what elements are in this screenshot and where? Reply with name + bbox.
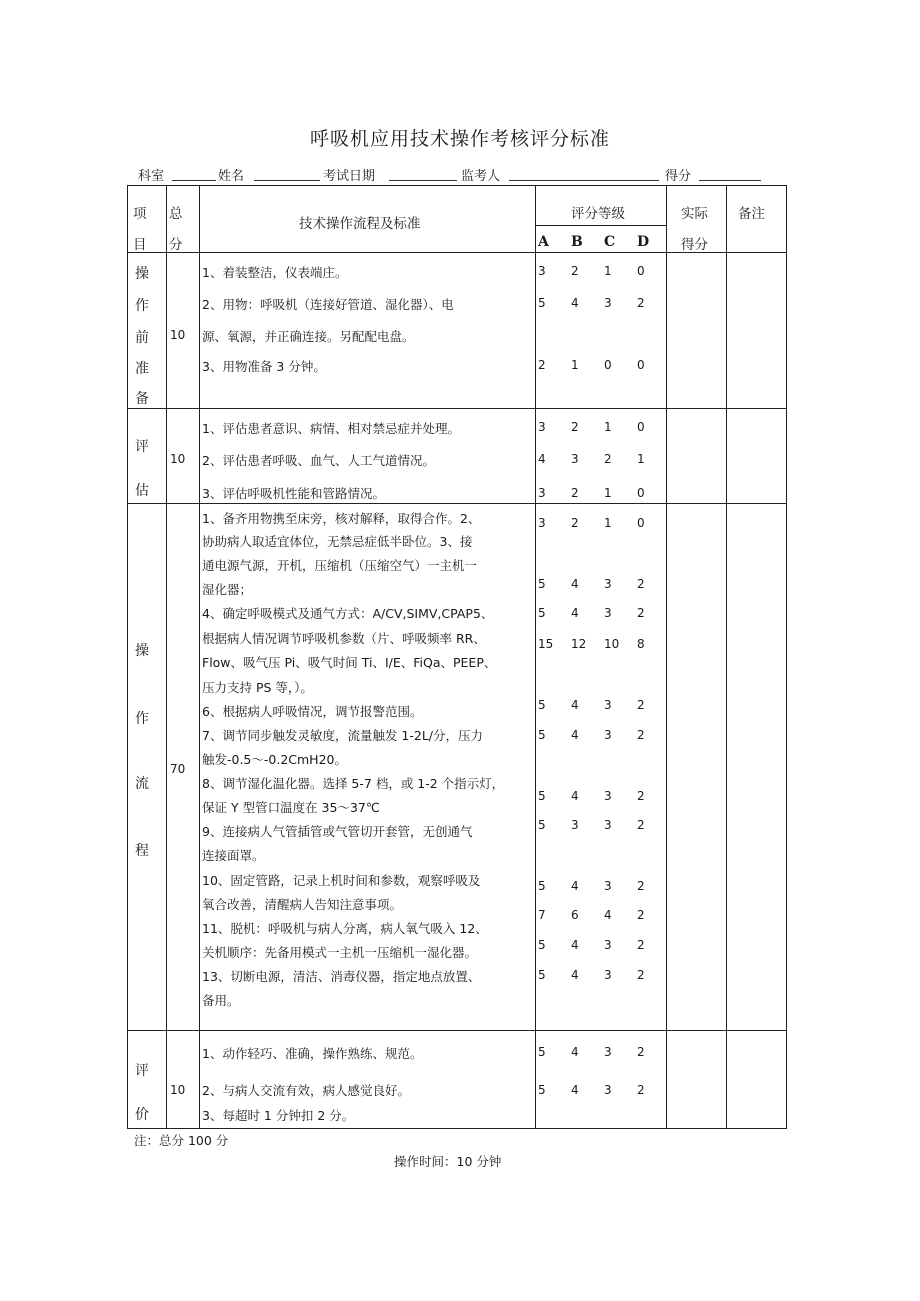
score-a: 2 (538, 358, 546, 372)
score-c: 4 (604, 908, 612, 922)
procedure-line: 2、评估患者呼吸、血气、人工气道情况。 (202, 453, 435, 468)
header-total-1: 总 (169, 206, 183, 222)
score-b: 4 (571, 879, 579, 893)
procedure-line: 3、评估呼吸机性能和管路情况。 (202, 486, 385, 501)
procedure-line: 3、用物准备 3 分钟。 (202, 359, 326, 374)
grid-line (535, 185, 536, 1129)
procedure-line: 源、氧源，并正确连接。另配配电盘。 (202, 329, 415, 344)
score-b: 2 (571, 420, 579, 434)
score-b: 4 (571, 698, 579, 712)
score-a: 5 (538, 818, 546, 832)
section-label-char: 操 (135, 643, 149, 659)
score-d: 2 (637, 938, 645, 952)
header-actual-2: 得分 (681, 237, 708, 253)
procedure-line: 氧合改善，清醒病人告知注意事项。 (202, 897, 403, 912)
examiner-blank (509, 168, 659, 181)
score-a: 4 (538, 452, 546, 466)
header-total-2: 分 (169, 237, 183, 253)
procedure-line: 通电源气源，开机，压缩机（压缩空气）一主机一 (202, 558, 478, 573)
score-d: 2 (637, 577, 645, 591)
header-grade-a: A (538, 234, 549, 250)
score-d: 2 (637, 968, 645, 982)
score-a: 5 (538, 1045, 546, 1059)
score-d: 2 (637, 879, 645, 893)
score-a: 5 (538, 879, 546, 893)
score-d: 2 (637, 698, 645, 712)
score-b: 4 (571, 789, 579, 803)
score-a: 3 (538, 264, 546, 278)
score-d: 2 (637, 728, 645, 742)
header-grade-d: D (637, 234, 650, 250)
section-label-char: 备 (135, 391, 149, 407)
score-a: 3 (538, 516, 546, 530)
score-c: 3 (604, 1083, 612, 1097)
score-a: 7 (538, 908, 546, 922)
procedure-line: 连接面罩。 (202, 848, 265, 863)
score-d: 2 (637, 908, 645, 922)
score-c: 3 (604, 818, 612, 832)
section-label-char: 评 (135, 1063, 149, 1079)
section-total: 70 (170, 762, 186, 776)
procedure-line: 11、脱机：呼吸机与病人分离，病人氧气吸入 12、 (202, 921, 488, 936)
procedure-line: 8、调节湿化温化器。选择 5-7 档，或 1-2 个指示灯， (202, 776, 505, 791)
score-b: 4 (571, 728, 579, 742)
total-note: 注：总分 100 分 (134, 1133, 229, 1148)
page-title: 呼吸机应用技术操作考核评分标准 (309, 128, 610, 150)
section-label-char: 价 (135, 1107, 149, 1123)
score-a: 5 (538, 606, 546, 620)
score-c: 3 (604, 789, 612, 803)
score-c: 3 (604, 879, 612, 893)
score-b: 3 (571, 818, 579, 832)
score-c: 3 (604, 577, 612, 591)
procedure-line: 10、固定管路，记录上机时间和参数，观察呼吸及 (202, 873, 481, 888)
score-c: 3 (604, 698, 612, 712)
procedure-line: 关机顺序：先备用模式一主机一压缩机一湿化器。 (202, 945, 478, 960)
grid-line (726, 185, 727, 1129)
section-total: 10 (170, 328, 186, 342)
score-a: 3 (538, 486, 546, 500)
score-c: 3 (604, 728, 612, 742)
grid-line (127, 1128, 786, 1129)
header-grading: 评分等级 (571, 206, 625, 222)
operation-time: 操作时间：10 分钟 (394, 1154, 502, 1169)
score-c: 1 (604, 420, 612, 434)
score-c: 1 (604, 486, 612, 500)
procedure-line: 3、每超时 1 分钟扣 2 分。 (202, 1108, 355, 1123)
score-b: 12 (571, 637, 587, 651)
score-d: 0 (637, 486, 645, 500)
score-d: 0 (637, 358, 645, 372)
score-a: 5 (538, 938, 546, 952)
grid-line (127, 185, 786, 186)
section-label-char: 操 (135, 266, 149, 282)
score-b: 4 (571, 1083, 579, 1097)
score-d: 8 (637, 637, 645, 651)
score-d: 0 (637, 516, 645, 530)
procedure-line: 1、着装整洁，仪表端庄。 (202, 265, 348, 280)
procedure-line: 触发-0.5～-0.2CmH20。 (202, 752, 347, 767)
name-label: 姓名 (218, 169, 245, 184)
score-a: 15 (538, 637, 554, 651)
procedure-line: 2、用物：呼吸机（连接好管道、湿化器）、电 (202, 297, 454, 312)
section-label-char: 前 (135, 330, 149, 346)
examiner-label: 监考人 (461, 169, 501, 184)
procedure-line: 根据病人情况调节呼吸机参数（片、呼吸频率 RR、 (202, 631, 486, 646)
header-remarks: 备注 (738, 206, 765, 222)
date-blank (389, 168, 457, 181)
score-c: 10 (604, 637, 620, 651)
score-a: 5 (538, 296, 546, 310)
procedure-line: 2、与病人交流有效，病人感觉良好。 (202, 1083, 410, 1098)
section-label-char: 估 (135, 483, 149, 499)
section-label-char: 流 (135, 776, 149, 792)
score-b: 4 (571, 577, 579, 591)
score-d: 2 (637, 1045, 645, 1059)
score-c: 3 (604, 296, 612, 310)
score-b: 6 (571, 908, 579, 922)
procedure-line: 保证 Y 型管口温度在 35～37℃ (202, 800, 380, 815)
grid-line (127, 1030, 786, 1031)
procedure-line: 6、根据病人呼吸情况，调节报警范围。 (202, 704, 423, 719)
header-grade-c: C (604, 234, 616, 250)
procedure-line: 4、确定呼吸模式及通气方式：A/CV,SIMV,CPAP5、 (202, 606, 494, 621)
header-item-2: 目 (133, 237, 147, 253)
score-a: 3 (538, 420, 546, 434)
procedure-line: 9、连接病人气管插管或气管切开套管，无创通气 (202, 824, 473, 839)
procedure-line: Flow、吸气压 Pi、吸气时间 Ti、I/E、FiQa、PEEP、 (202, 655, 497, 670)
score-b: 2 (571, 264, 579, 278)
grid-line (199, 185, 200, 1129)
score-d: 1 (637, 452, 645, 466)
grid-line (127, 503, 786, 504)
procedure-line: 1、备齐用物携至床旁，核对解释，取得合作。2、 (202, 511, 481, 526)
score-a: 5 (538, 789, 546, 803)
score-b: 1 (571, 358, 579, 372)
header-item-1: 项 (133, 206, 147, 222)
score-b: 2 (571, 486, 579, 500)
grid-line (127, 408, 786, 409)
grid-line (786, 185, 787, 1129)
score-blank (699, 168, 761, 181)
score-a: 5 (538, 698, 546, 712)
score-a: 5 (538, 728, 546, 742)
score-d: 2 (637, 1083, 645, 1097)
score-b: 4 (571, 296, 579, 310)
section-label-char: 作 (135, 298, 149, 314)
name-blank (254, 168, 320, 181)
score-b: 4 (571, 1045, 579, 1059)
score-c: 1 (604, 516, 612, 530)
score-d: 2 (637, 789, 645, 803)
grid-line (127, 185, 128, 1129)
section-label-char: 作 (135, 711, 149, 727)
score-c: 0 (604, 358, 612, 372)
score-c: 1 (604, 264, 612, 278)
score-label: 得分 (665, 169, 692, 184)
score-c: 3 (604, 1045, 612, 1059)
score-c: 3 (604, 968, 612, 982)
score-c: 2 (604, 452, 612, 466)
dept-blank (172, 168, 216, 181)
score-d: 0 (637, 420, 645, 434)
score-d: 2 (637, 606, 645, 620)
procedure-line: 13、切断电源，清洁、消毒仪器，指定地点放置、 (202, 969, 481, 984)
section-label-char: 评 (135, 439, 149, 455)
section-total: 10 (170, 452, 186, 466)
score-d: 0 (637, 264, 645, 278)
procedure-line: 1、动作轻巧、准确，操作熟练、规范。 (202, 1046, 423, 1061)
section-total: 10 (170, 1083, 186, 1097)
section-label-char: 准 (135, 361, 149, 377)
score-b: 4 (571, 938, 579, 952)
header-actual-1: 实际 (681, 206, 708, 222)
score-a: 5 (538, 968, 546, 982)
header-grade-b: B (571, 234, 583, 250)
procedure-line: 湿化器； (202, 582, 253, 597)
grid-line (666, 185, 667, 1129)
score-b: 4 (571, 606, 579, 620)
grid-line (166, 185, 167, 1129)
grid-line (535, 225, 666, 226)
dept-label: 科室 (138, 169, 165, 184)
score-c: 3 (604, 938, 612, 952)
score-d: 2 (637, 818, 645, 832)
procedure-line: 1、评估患者意识、病情、相对禁忌症并处理。 (202, 421, 460, 436)
date-label: 考试日期 (323, 169, 376, 184)
score-b: 3 (571, 452, 579, 466)
procedure-line: 压力支持 PS 等，）。 (202, 680, 313, 695)
score-b: 2 (571, 516, 579, 530)
procedure-line: 协助病人取适宜体位，无禁忌症低半卧位。3、接 (202, 534, 473, 549)
score-d: 2 (637, 296, 645, 310)
score-a: 5 (538, 577, 546, 591)
header-procedure: 技术操作流程及标准 (299, 216, 421, 232)
section-label-char: 程 (135, 843, 149, 859)
procedure-line: 备用。 (202, 993, 240, 1008)
score-a: 5 (538, 1083, 546, 1097)
score-c: 3 (604, 606, 612, 620)
procedure-line: 7、调节同步触发灵敏度，流量触发 1-2L/分，压力 (202, 728, 484, 743)
score-b: 4 (571, 968, 579, 982)
